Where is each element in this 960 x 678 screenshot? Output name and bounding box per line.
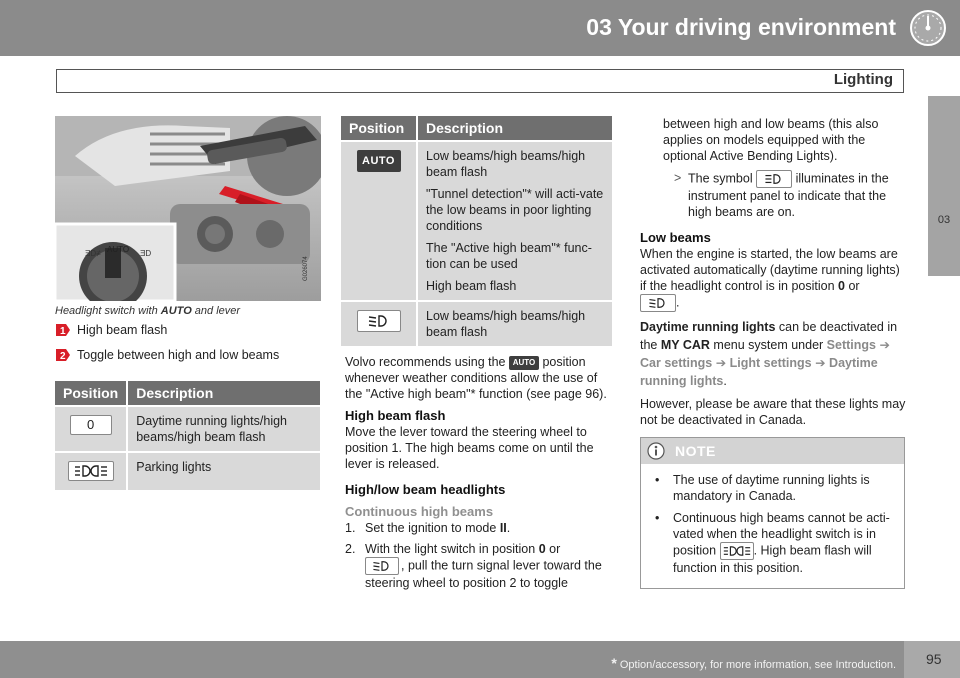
table1-description-cell: Parking lights [127, 452, 320, 490]
middle-column [345, 354, 615, 596]
table2-position-cell [341, 301, 417, 346]
side-tab-label: 03 [937, 214, 951, 226]
list-item: 1. Set the ignition to mode II. [345, 521, 511, 535]
speedometer-icon [908, 8, 948, 48]
menu-light-settings: Light settings [729, 356, 812, 370]
table1-header-description: Description [127, 381, 320, 406]
symbol-bullet: > The symbol illuminates in the instrument panel to indicate that the high beams are on. [674, 171, 889, 219]
svg-text:ƎD≢: ƎD≢ [85, 249, 105, 258]
table2-header-position: Position [341, 116, 417, 141]
high-beam-flash-heading: High beam flash [345, 408, 446, 423]
canada-text: However, please be aware that these lights may not be deactivated in Canada. [640, 397, 906, 427]
low-beam-inline-icon [640, 294, 676, 312]
high-beam-symbol-icon [756, 170, 792, 188]
callout-1-label: High beam flash [77, 323, 168, 337]
low-beam-icon [357, 310, 401, 332]
note-body [641, 464, 904, 588]
page-number-box [904, 641, 960, 678]
parking-lights-inline-icon [720, 542, 754, 560]
table1-position-cell [55, 406, 127, 452]
svg-text:ƎD: ƎD [140, 249, 152, 258]
table1-header-position: Position [55, 381, 127, 406]
chapter-side-tab [928, 96, 960, 276]
page-number: 95 [926, 651, 942, 667]
menu-drl: Daytime running lights [640, 356, 878, 388]
menu-car-settings: Car settings [640, 356, 713, 370]
table2-position-cell [341, 141, 417, 301]
low-beam-inline-icon [365, 557, 399, 575]
table1-description-cell: Daytime running lights/high beams/high beam flash [127, 406, 320, 452]
list-item: • The use of daytime running lights is mandatory in Canada. [655, 473, 870, 503]
table2-description-cell: Low beams/high beams/high beam flash [417, 301, 612, 346]
callout-2 [55, 347, 279, 363]
right-column [640, 116, 908, 434]
callout-1 [55, 322, 167, 338]
footer-band [0, 641, 960, 678]
list-item: • Continuous high beams cannot be acti-vated when the headlight switch is in position . High beam flash will function in this position. [655, 511, 890, 575]
callout-1-marker [55, 322, 71, 338]
chapter-title: 03 Your driving environment [586, 14, 896, 40]
info-icon [647, 442, 665, 460]
menu-settings: Settings [826, 338, 876, 352]
table-row [55, 406, 320, 452]
section-bar [56, 69, 904, 93]
table-row [55, 452, 320, 490]
continuous-high-heading: Continuous high beams [345, 504, 494, 519]
steps-list [345, 520, 615, 591]
low-beams-heading: Low beams [640, 230, 711, 245]
high-beam-flash-text: Move the lever toward the steering wheel to position 1. The high beams come on until the lever is released. [345, 425, 594, 471]
header-band [0, 0, 960, 56]
parking-lights-icon [68, 461, 114, 481]
dial-auto-label: AUTO [107, 245, 130, 254]
figure-caption: Headlight switch with AUTO and lever [55, 305, 241, 317]
note-header [641, 438, 904, 464]
list-item: 2. With the light switch in position 0 or , pull the turn signal lever toward the steering wheel to position 2 to toggle [345, 542, 602, 590]
table2-description-cell: Low beams/high beams/high beam flash "Tunnel detection"* will acti-vate the low beams in poor lighting conditions The "Active high beam"* func-tion can be used High beam flash [417, 141, 612, 301]
section-title: Lighting [833, 71, 893, 88]
drl-text: Daytime running lights can be deactivated in the MY CAR menu system under Settings ➔ Car settings ➔ Light settings ➔ Daytime running lights. [640, 320, 898, 388]
svg-text:1: 1 [60, 326, 66, 337]
position-zero-chip: 0 [70, 415, 112, 435]
high-low-heading: High/low beam headlights [345, 482, 506, 497]
note-box [640, 437, 905, 589]
recommend-paragraph: Volvo recommends using the AUTO position whenever weather conditions allow the use of the "Active high beam"* function (see page 96). [345, 355, 607, 401]
svg-text:2: 2 [60, 351, 66, 362]
headlight-switch-photo [55, 116, 321, 301]
low-beams-text: When the engine is started, the low beams are activated automatically (daytime running lights) if the headlight control is in position 0 or . [640, 246, 908, 312]
position-table-2 [341, 116, 612, 346]
auto-position-chip: AUTO [357, 150, 401, 172]
auto-inline-chip: AUTO [509, 356, 539, 370]
footnote: * Option/accessory, for more information, see Introduction. [611, 655, 896, 671]
continuous-text: between high and low beams (this also applies on models equipped with the optional Active Bending Lights). [663, 117, 879, 163]
table2-header-description: Description [417, 116, 612, 141]
table-row [341, 301, 612, 346]
photo-mark: G026074 [303, 256, 309, 281]
note-title: NOTE [675, 443, 716, 459]
table1-position-cell [55, 452, 127, 490]
callout-2-marker [55, 347, 71, 363]
dashboard-illustration [55, 116, 321, 301]
callout-2-label: Toggle between high and low beams [77, 348, 280, 362]
position-table-1 [55, 381, 320, 490]
table-row [341, 141, 612, 301]
